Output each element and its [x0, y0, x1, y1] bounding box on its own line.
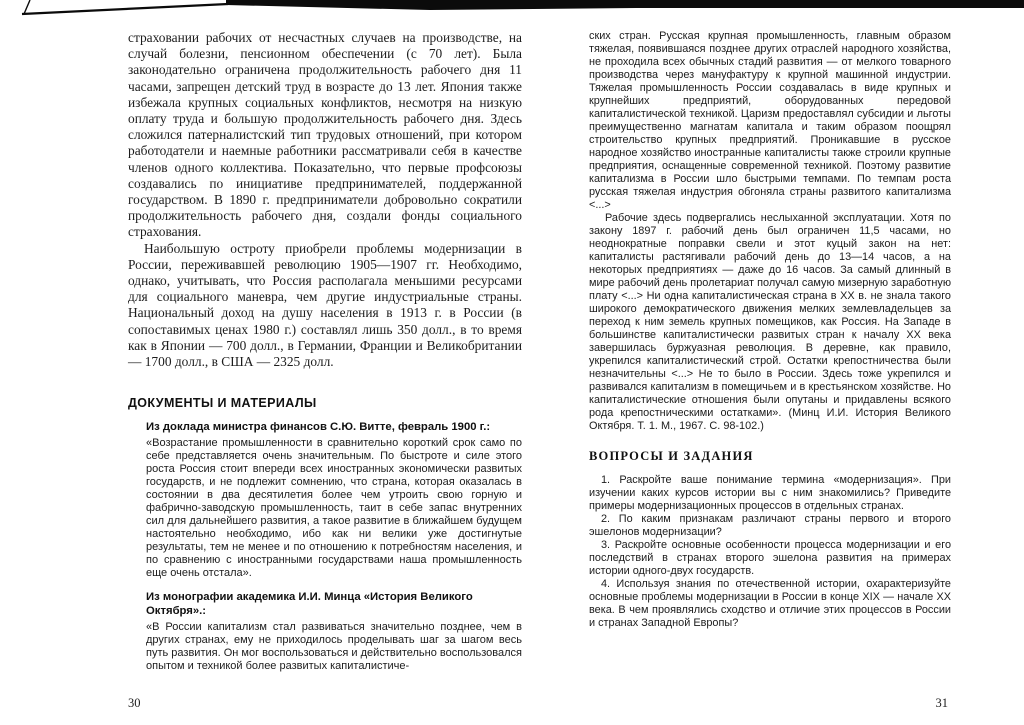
- question-1: 1. Раскройте ваше понимание термина «модернизация». При изучении каких курсов истории вы с ним знакомились? Приведите примеры модернизационных процессов в отдельных странах.: [589, 474, 951, 512]
- right-page: [589, 30, 951, 630]
- document-witte-report: [146, 421, 522, 580]
- paragraph-heavy-industry: ских стран. Русская крупная промышленность, главным образом тяжелая, появившаяся позднее других отраслей народного хозяйства, не проходила всех обычных стадий развития — от мелкого товарного производства через мануфактуру к крупной машинной индустрии. Тяжелая промышленность России создавалась в виде крупных и крупнейших предприятий, оборудованных передовой капиталистической техникой. Царизм предоставлял субсидии и льготы преимущественно магнатам капитала и таким образом поощрял строительство крупных предприятий. Проникавшие в русское народное хозяйство иностранные капиталисты также строили крупные предприятия, оснащенные современной техникой. Поэтому развитие капитализма в России шло быстрыми темпами. По темпам роста русская тяжелая индустрия обгоняла страны развитого капитализма <...>: [589, 30, 951, 211]
- page-number-left: 30: [128, 696, 141, 710]
- question-2: 2. По каким признакам различают страны первого и второго эшелонов модернизации?: [589, 513, 951, 538]
- question-4: 4. Используя знания по отечественной истории, охарактеризуйте основные проблемы модернизации в России в конце XIX — начале XX века. В чем проявлялись сходство и отличие этих процессов в России и странах Западной Европы?: [589, 578, 951, 629]
- left-page: [128, 30, 522, 673]
- paragraph-japan-labor: страховании рабочих от несчастных случаев на производстве, на случай болезни, пенсионном обеспечении (с 70 лет). Была законодательно ограничена продолжительность рабочего дня 11 часами, запрещен детский труд в возрасте до 13 лет. Япония также избежала крупных социальных конфликтов, несмотря на низкую оплату труда и большую продолжительность рабочего дня. Здесь сложился патерналистский тип трудовых отношений, при котором работодатели и наемные работники рассматривали себя в качестве членов одного коллектива. Показательно, что первые профсоюзы создавались по инициативе предпринимателей, поддержанной государством. В 1890 г. предприниматели добровольно сократили продолжительность рабочего дня, создали фонды социального страхования.: [128, 30, 522, 240]
- document-mints-monograph: [146, 591, 522, 672]
- page-number-right: 31: [935, 696, 948, 710]
- scan-edge-artifact: [0, 0, 1024, 20]
- paragraph-workers-exploitation: [589, 212, 951, 433]
- source-citation: (Минц И.И. История Великого Октября. Т. 1. М., 1967. С. 98-102.): [589, 407, 951, 432]
- document-witte-heading: Из доклада министра финансов С.Ю. Витте, февраль 1900 г.:: [146, 421, 491, 434]
- document-mints-heading: Из монографии академика И.И. Минца «История Великого Октября».:: [146, 591, 473, 617]
- documents-section-heading: ДОКУМЕНТЫ И МАТЕРИАЛЫ: [128, 396, 317, 411]
- questions-section-heading: ВОПРОСЫ И ЗАДАНИЯ: [589, 449, 754, 463]
- paragraph-workers-text: Рабочие здесь подвергались неслыханной эксплуатации. Хотя по закону 1897 г. рабочий день был ограничен 11,5 часами, но неоднократные поправки свели и этот куцый закон на нет: капиталисты растягивали рабочий день до 13—14 часов, а на некоторых предприятиях — даже до 16 часов. За самый длинный в мире рабочий день пролетариат получал самую мизерную заработную плату <...> Ни одна капиталистическая страна в XX в. не знала такого широкого демократического движения мелких землевладельцев за переход к ним земель крупных помещиков, как Россия. На Западе в большинстве капиталистически развитых стран к началу XX века завершилась буржуазная революция. В деревне, как правило, укрепился капиталистический строй. Остатки крепостничества были незначительны <...> Не то было в России. Здесь тоже укрепился и развивался капитализм в помещичьем и в крестьянском хозяйстве. Но капиталистические отношения были опутаны и придавлены всякого рода крепостническими остатками».: [589, 212, 951, 419]
- question-3: 3. Раскройте основные особенности процесса модернизации и его последствий в странах второго эшелона развития на примерах истории одного-двух государств.: [589, 539, 951, 577]
- document-mints-text: «В России капитализм стал развиваться значительно позднее, чем в других странах, ему не приходилось проделывать шаг за шагом весь путь развития. Он мог воспользоваться и действительно воспользовался опытом и техникой более развитых капиталистиче-: [146, 620, 522, 672]
- paragraph-russia-modernization: Наибольшую остроту приобрели проблемы модернизации в России, переживавшей революцию 1905—1907 гг. Необходимо, однако, учитывать, что Россия располагала меньшими ресурсами для социального маневра, чем другие индустриальные страны. Национальный доход на душу населения в 1913 г. в России (в сопоставимых ценах 1980 г.) составлял лишь 350 долл., в то время как в Японии — 700 долл., в Германии, Франции и Великобритании — 1700 долл., в США — 2325 долл.: [128, 240, 522, 370]
- document-witte-text: «Возрастание промышленности в сравнительно короткий срок само по себе представляется очень значительным. По быстроте и силе этого роста Россия стоит впереди всех иностранных экономически развитых государств, и не подлежит сомнению, что страна, которая оказалась в состоянии в два десятилетия более чем утроить свою горную и фабрично-заводскую промышленность, таит в себе запас внутренних сил для дальнейшего развития, а такое развитие в ближайшем будущем настоятельно необходимо, ибо как ни велики уже достигнутые результаты, тем не менее и по отношению к потребностям населения, и по сравнению с иностранными государствами наша промышленность еще очень отстала».: [146, 437, 522, 580]
